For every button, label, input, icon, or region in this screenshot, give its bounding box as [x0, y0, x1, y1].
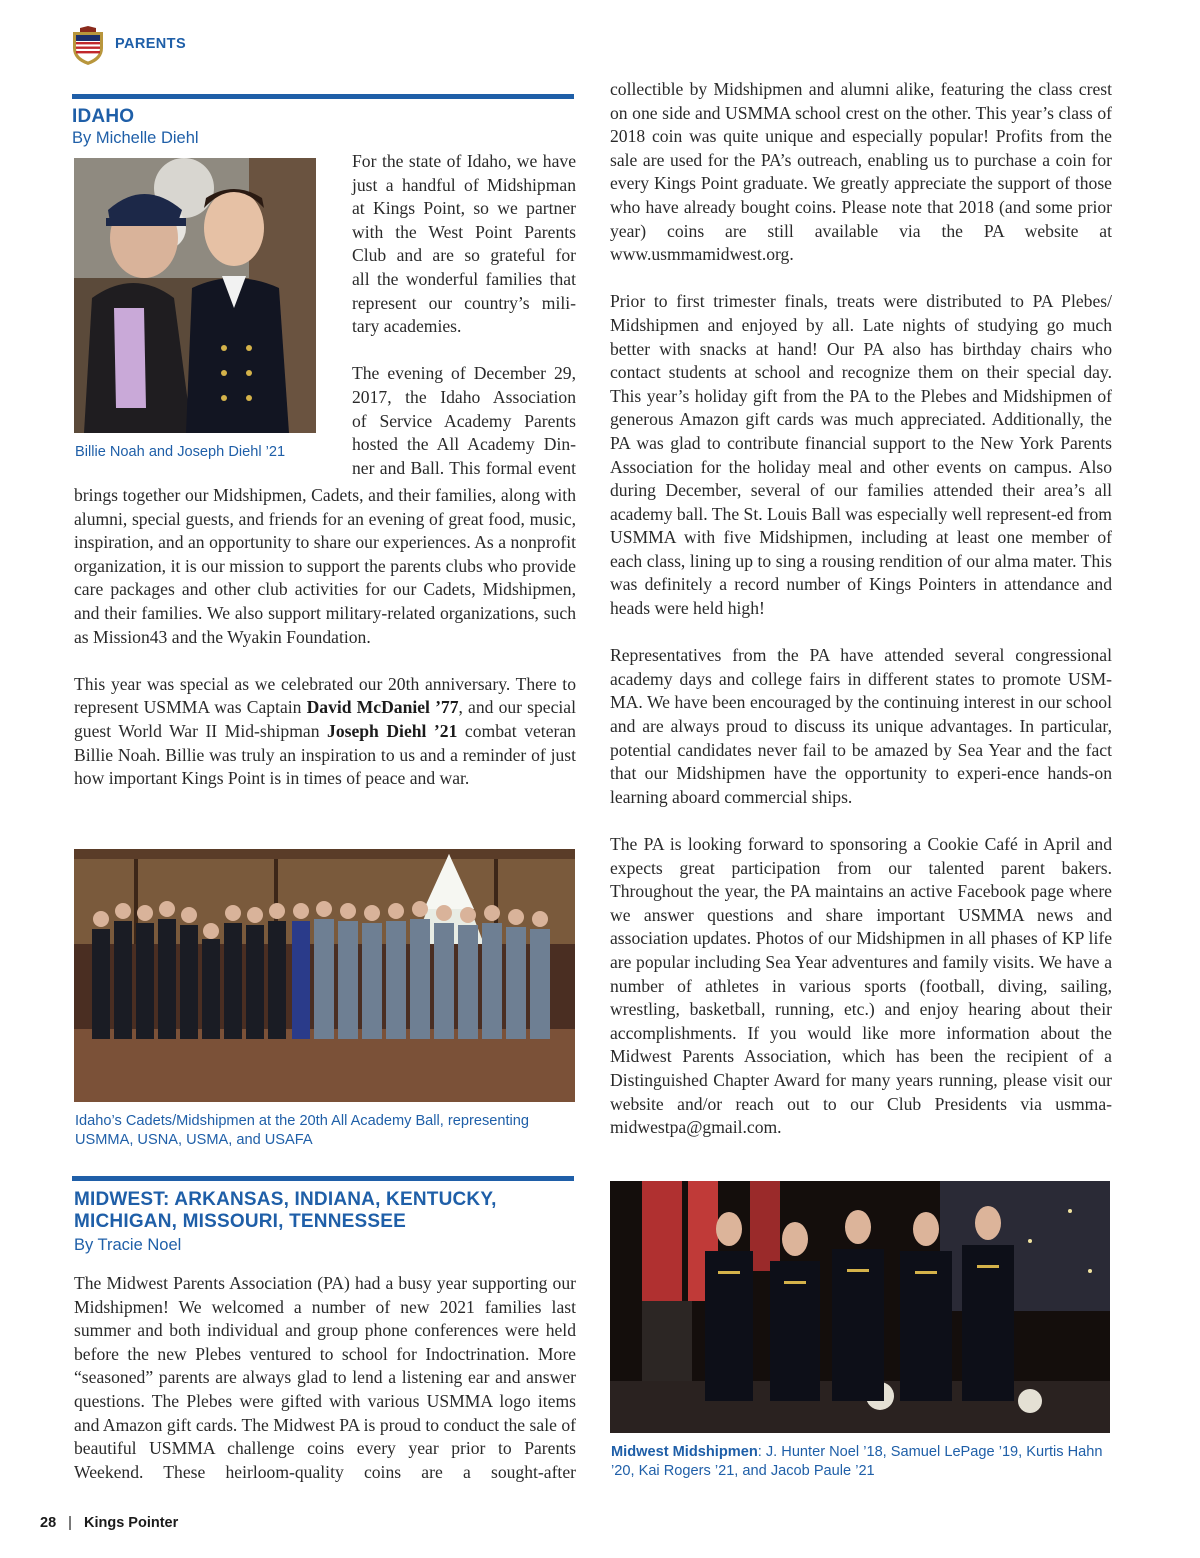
byline-idaho: By Michelle Diehl: [72, 129, 199, 147]
evening-line: of Service Academy Parents: [352, 410, 576, 431]
section-heading-midwest: [74, 1189, 576, 1233]
intro-line: with the West Point Parents: [352, 221, 576, 242]
section-heading-idaho: IDAHO: [72, 106, 135, 127]
section-rule-idaho: [72, 94, 574, 99]
intro-line: all the wonderful families that: [352, 268, 576, 289]
midwest-para-3: Representatives from the PA have attended several congressional academy days and college fairs in different states to promote USM-MA. We have been encouraged by the continuing interest in our school and are always proud to discuss its unique advantages. In particular, potential candidates never fail to be amazed by Sea Year and the fact that our Midshipmen have the opportunity to experi-ence hands-on learning aboard commercial ships.: [610, 645, 1112, 807]
evening-line: 2017, the Idaho Association: [352, 386, 576, 407]
intro-line: Club and are so grateful for: [352, 245, 576, 266]
intro-line: just a handful of Midshipman: [352, 174, 576, 195]
caption-bold-label: Midwest Midshipmen: [611, 1444, 758, 1460]
photo1-caption: Billie Noah and Joseph Diehl ’21: [75, 444, 286, 460]
name-david-mcdaniel: David McDaniel ’77: [306, 697, 459, 718]
intro-line: represent our country’s mili-: [352, 292, 576, 313]
evening-line: The evening of December 29,: [352, 363, 576, 384]
name-joseph-diehl: Joseph Diehl ’21: [327, 720, 458, 741]
page-number: 28: [40, 1515, 57, 1531]
publication-name: Kings Pointer: [83, 1515, 179, 1531]
right-column-text: [610, 78, 1112, 1163]
heading-line: MICHIGAN, MISSOURI, TENNESSEE: [74, 1211, 407, 1232]
intro-line: tary academies.: [352, 316, 462, 337]
heading-line: MIDWEST: ARKANSAS, INDIANA, KENTUCKY,: [74, 1189, 497, 1210]
photo-midwest-midshipmen: [610, 1181, 1110, 1433]
usmma-crest-icon: [70, 26, 106, 66]
midwest-p1: [74, 1272, 576, 1508]
evening-line: hosted the All Academy Din-: [352, 434, 576, 455]
page-footer: [40, 1515, 178, 1531]
midwest-para-4: The PA is looking forward to sponsoring a Cookie Café in April and expects great participation from our talented parent bakers. Throughout the year, the PA maintains an active Facebook page where we answer questions and share important USMMA news and association updates. Photos of our Midshipmen in all phases of KP life are popular including Sea Year adventures and family visits. We have a number of athletes in various sports (football, diving, sailing, wrestling, basketball, running, etc.) and enjoy hearing about their accomplishments. If you would like more information about the Midwest Parents Association, which has been the recipient of a Distinguished Chapter Award for many years running, please visit our website and/or reach out to our Club Presidents via usmma-midwestpa@gmail.com.: [610, 834, 1112, 1138]
midwest-para-1: The Midwest Parents Association (PA) had a busy year supporting our Midshipmen! We welcomed a number of new 2021 families last summer and both individual and group phone conferences were held before the new Plebes ventured to school for Indoctrination. More “seasoned” parents are always glad to lend a listening ear and answer questions. The Plebes were gifted with various USMMA logo items and Amazon gift cards. The Midwest PA is proud to conduct the sale of beautiful USMMA challenge coins every year prior to Parents Weekend. These heirloom-quality coins are a sought-after: [74, 1273, 576, 1482]
page-header: [70, 26, 370, 66]
section-rule-midwest: [72, 1176, 574, 1181]
idaho-anniversary: This year was special as we celebrated our 20th anniversary. There to represent USMMA was Captain David McDaniel ’77, and our special guest World War II Mid-shipman Joseph Diehl ’21 combat veteran Billie Noah. Billie was truly an inspiration to us and a reminder of just how important Kings Point is in times of peace and war.: [74, 673, 576, 789]
midwest-para-2: Prior to first trimester finals, treats were distributed to PA Plebes/ Midshipmen and enjoyed by all. Late nights of studying go much better with snacks at hand! Our PA also has birthday chairs who contact students at school and recognize them on their special day. This year’s holiday gift from the PA to the Plebes and Midshipmen of generous Amazon gift cards was much appreciated. Additionally, the PA was glad to contribute financial support to the New York Parents Association for the holiday meal and other events on campus. Also during December, several of our families attended their area’s all academy ball. The St. Louis Ball was especially well represent-ed from USMMA with five Midshipmen, including at least one member of each class, lining up to sing a rousing rendition of our alma mater. This was definitely a record number of Kings Pointers in attendance and heads were held high!: [610, 291, 1112, 619]
idaho-evening-rest: brings together our Midshipmen, Cadets, and their families, along with alumni, special guests, and friends for an evening of great food, music, inspiration, and an opportunity to share our experiences. As a nonprofit organization, it is our mission to support the parents clubs who provide care packages and other club activities for our Cadets, Midshipmen, and their families. We also support military-related organizations, such as Mission43 and the Wyakin Foundation.: [74, 485, 576, 647]
photo-all-academy-ball: [74, 849, 575, 1102]
idaho-body: [74, 484, 576, 814]
intro-line: at Kings Point, so we partner: [352, 198, 576, 219]
idaho-intro: [352, 150, 576, 480]
photo-billie-joseph: [74, 158, 316, 433]
midwest-para-1-cont: collectible by Midshipmen and alumni alike, featuring the class crest on one side and USMMA school crest on the other. This year’s class of 2018 coin was quite unique and especially popular! Profits from the sale are used for the PA’s outreach, enabling us to purchase a coin for every Kings Point graduate. We greatly appreciate the support of those who have already bought coins. Please note that 2018 (and some prior year) coins are still available via the PA website at www.usmmamidwest.org.: [610, 79, 1112, 265]
intro-line: For the state of Idaho, we have: [352, 151, 576, 171]
photo3-caption: Midwest Midshipmen: J. Hunter Noel ’18, Samuel LePage ’19, Kurtis Hahn ’20, Kai Rogers ’21, and Jacob Paule ’21: [611, 1444, 1103, 1479]
section-label: PARENTS: [115, 36, 187, 52]
evening-line: ner and Ball. This formal event: [352, 457, 576, 478]
photo2-caption: Idaho’s Cadets/Midshipmen at the 20th All Academy Ball, representing USMMA, USNA, USMA, and USAFA: [75, 1113, 530, 1148]
byline-midwest: By Tracie Noel: [74, 1236, 182, 1254]
footer-separator: |: [68, 1515, 72, 1531]
